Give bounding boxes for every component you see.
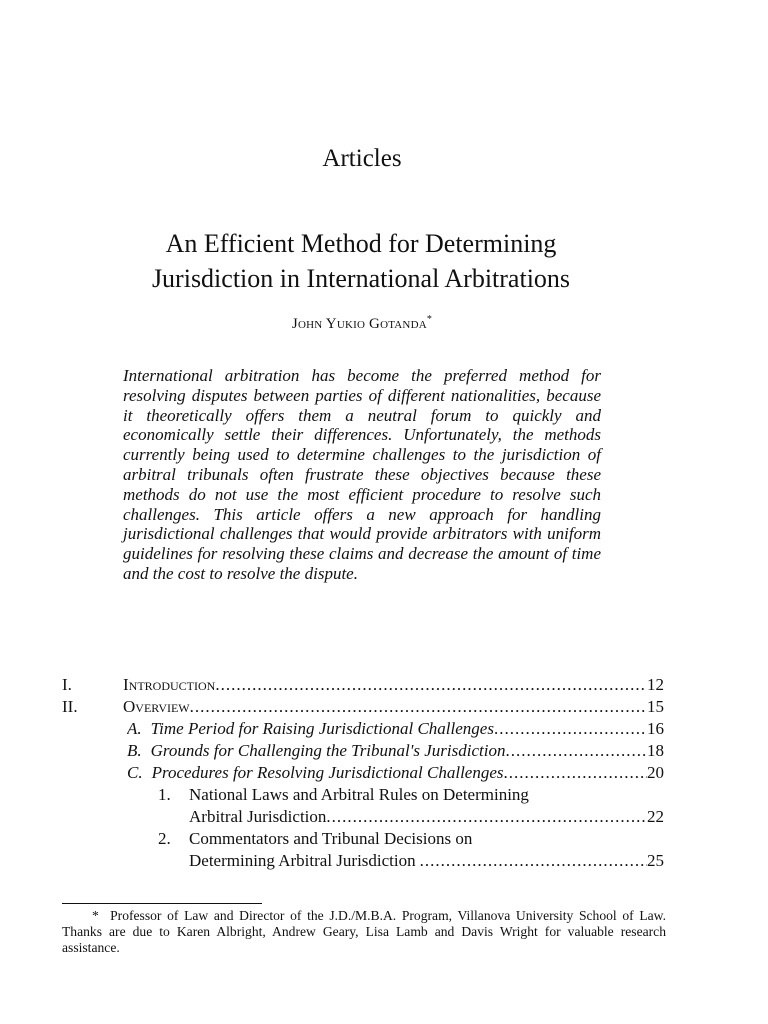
toc-page-number: 12 xyxy=(647,675,664,694)
toc-number: 1. xyxy=(158,785,171,804)
toc-letter: C. xyxy=(127,763,143,782)
author-byline xyxy=(0,314,724,333)
footnote xyxy=(62,908,666,956)
toc-page-number: 25 xyxy=(647,851,664,870)
footnote-rule xyxy=(62,903,262,904)
toc-leader-dots xyxy=(420,850,647,872)
toc-page-number: 20 xyxy=(647,763,664,782)
toc-page-number: 15 xyxy=(647,697,664,716)
author-footnote-mark[interactable]: * xyxy=(426,314,433,325)
toc-leader-dots xyxy=(505,740,647,762)
toc-leader-dots xyxy=(190,696,647,718)
article-title-line-2: Jurisdiction in International Arbitrations xyxy=(151,264,571,293)
toc-entry-commentators[interactable] xyxy=(0,828,768,872)
toc-entry-overview[interactable] xyxy=(0,696,768,718)
toc-page-number: 22 xyxy=(647,807,664,826)
toc-leader-dots xyxy=(504,762,647,784)
toc-number: I. xyxy=(62,675,72,694)
toc-leader-dots xyxy=(215,674,647,696)
toc-entry-grounds[interactable] xyxy=(0,740,768,762)
toc-entry-procedures[interactable] xyxy=(0,762,768,784)
toc-leader-dots xyxy=(326,806,647,828)
abstract: International arbitration has become the preferred method for resolving disputes between parties of different nationalities, because it theoretically offers them a neutral forum to quickly and economically settle their differences. Unfortunately, the methods currently being used to determine challenges to the jurisdiction of arbitral tribunals often frustrate these objectives because these methods do not use the most efficient procedure to resolve such challenges. This article offers a new approach for handling jurisdictional challenges that would provide arbitrators with uniform guidelines for resolving these claims and decrease the amount of time and the cost to resolve the dispute. xyxy=(123,366,601,583)
footnote-mark: * xyxy=(92,908,99,923)
toc-number: 2. xyxy=(158,829,171,848)
section-heading: Articles xyxy=(322,145,402,172)
toc-leader-dots xyxy=(494,718,647,740)
toc-label: Overview xyxy=(123,697,190,716)
toc-label-line-2: Arbitral Jurisdiction xyxy=(189,807,327,826)
toc-label-line-1: National Laws and Arbitral Rules on Determining xyxy=(189,785,529,804)
toc-label-line-1: Commentators and Tribunal Decisions on xyxy=(189,829,473,848)
toc-letter: A. xyxy=(127,719,142,738)
toc-entry-national-laws[interactable] xyxy=(0,784,768,828)
article-title xyxy=(80,226,642,296)
toc-label-line-2: Determining Arbitral Jurisdiction xyxy=(189,851,416,870)
footnote-text: Professor of Law and Director of the J.D./M.B.A. Program, Villanova University School of Law. Thanks are due to Karen Albright, Andrew Geary, Lisa Lamb and Davis Wright for valuable research assistance. xyxy=(62,908,666,955)
toc-number: II. xyxy=(62,697,78,716)
article-title-line-1: An Efficient Method for Determining xyxy=(165,229,557,258)
toc-entry-time-period[interactable] xyxy=(0,718,768,740)
toc-letter: B. xyxy=(127,741,142,760)
toc-label: Introduction xyxy=(123,675,216,694)
toc-label: Grounds for Challenging the Tribunal's Jurisdiction xyxy=(150,741,506,760)
toc-page-number: 18 xyxy=(647,741,664,760)
toc-entry-introduction[interactable] xyxy=(0,674,768,696)
author-name: John Yukio Gotanda xyxy=(291,316,427,332)
toc-page-number: 16 xyxy=(647,719,664,738)
toc-label: Time Period for Raising Jurisdictional Challenges xyxy=(150,719,494,738)
toc-label: Procedures for Resolving Jurisdictional Challenges xyxy=(151,763,504,782)
